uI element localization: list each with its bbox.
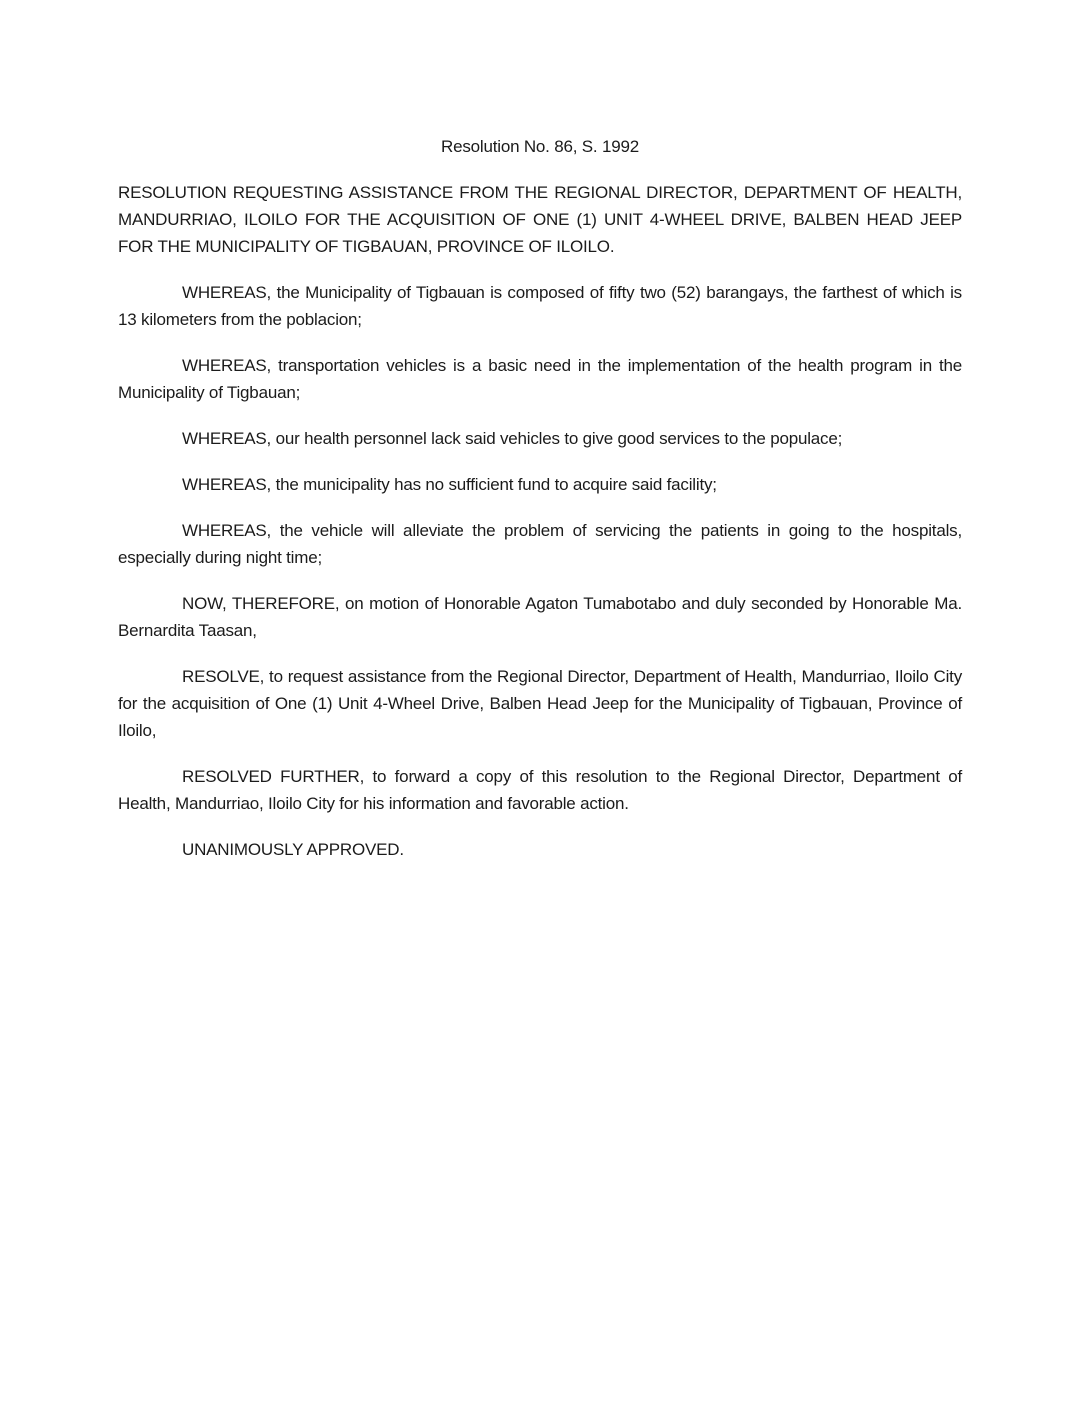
- paragraph-whereas-vehicle: WHEREAS, the vehicle will alleviate the problem of servicing the patients in going to the hospitals, especially during night time;: [118, 521, 962, 567]
- paragraph-now-therefore: NOW, THEREFORE, on motion of Honorable Agaton Tumabotabo and duly seconded by Honorable Ma. Bernardita Taasan,: [118, 594, 962, 640]
- paragraph-unanimously-approved: UNANIMOUSLY APPROVED.: [182, 840, 404, 859]
- paragraph-resolution-heading: RESOLUTION REQUESTING ASSISTANCE FROM THE REGIONAL DIRECTOR, DEPARTMENT OF HEALTH, MANDURRIAO, ILOILO FOR THE ACQUISITION OF ONE (1) UNIT 4-WHEEL DRIVE, BALBEN HEAD JEEP FOR THE MUNICIPALITY OF TIGBAUAN, PROVINCE OF ILOILO.: [118, 183, 962, 256]
- paragraph-resolved-further: RESOLVED FURTHER, to forward a copy of this resolution to the Regional Director, Department of Health, Mandurriao, Iloilo City for his information and favorable action.: [118, 767, 962, 813]
- paragraph-whereas-barangays: WHEREAS, the Municipality of Tigbauan is composed of fifty two (52) barangays, the farthest of which is 13 kilometers from the poblacion;: [118, 283, 962, 329]
- paragraph-whereas-funds: WHEREAS, the municipality has no sufficient fund to acquire said facility;: [182, 475, 717, 494]
- document-title: Resolution No. 86, S. 1992: [441, 137, 639, 156]
- paragraph-whereas-personnel: WHEREAS, our health personnel lack said vehicles to give good services to the populace;: [182, 429, 843, 448]
- paragraph-whereas-transportation: WHEREAS, transportation vehicles is a basic need in the implementation of the health program in the Municipality of Tigbauan;: [118, 356, 962, 402]
- paragraph-resolve: RESOLVE, to request assistance from the Regional Director, Department of Health, Mandurriao, Iloilo City for the acquisition of One (1) Unit 4-Wheel Drive, Balben Head Jeep for the Municipality of Tigbauan, Province of Iloilo,: [118, 667, 962, 740]
